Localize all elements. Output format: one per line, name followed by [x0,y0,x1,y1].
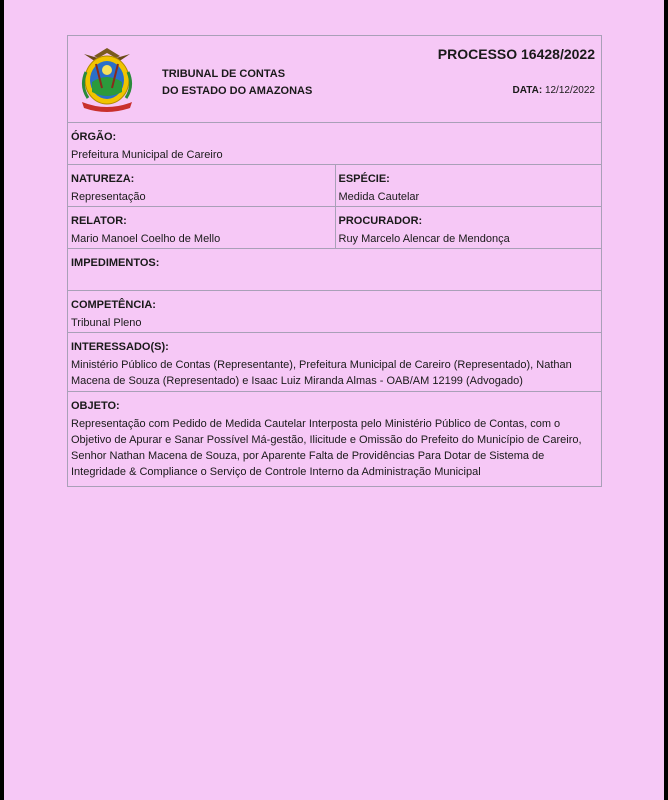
court-line-1: TRIBUNAL DE CONTAS [162,68,286,80]
impedimentos-label: IMPEDIMENTOS: [71,257,160,269]
natureza-value: Representação [71,191,146,203]
procurador-value: Ruy Marcelo Alencar de Mendonça [338,233,510,245]
natureza-label: NATUREZA: [71,173,135,185]
competencia-label: COMPETÊNCIA: [71,299,156,311]
especie-label: ESPÉCIE: [338,173,390,185]
procurador-label: PROCURADOR: [338,215,423,227]
date-value: 12/12/2022 [544,85,595,96]
document-page [4,0,664,800]
date-label: DATA: [512,85,543,96]
orgao-row [68,123,601,165]
court-name [162,66,312,100]
competencia-row [68,291,601,333]
orgao-label: ÓRGÃO: [71,131,117,143]
interessados-label: INTERESSADO(S): [71,341,169,353]
relator-value: Mario Manoel Coelho de Mello [71,233,221,245]
process-form [67,35,602,487]
interessados-row [68,333,601,392]
orgao-value: Prefeitura Municipal de Careiro [71,149,223,161]
relator-label: RELATOR: [71,215,127,227]
competencia-value: Tribunal Pleno [71,317,142,329]
objeto-row [68,392,601,486]
especie-value: Medida Cautelar [338,191,420,203]
coat-of-arms-logo [76,42,138,116]
court-line-2: DO ESTADO DO AMAZONAS [162,85,313,97]
form-header [68,36,601,123]
objeto-value: Representação com Pedido de Medida Cautelar Interposta pelo Ministério Público de Contas, com o Objetivo de Apurar e Sanar Possível Má-gestão, Ilicitude e Omissão do Prefeito do Município de Careiro, Senhor Nathan Macena de Souza, por Aparente Falta de Providências Para Dotar de Sistema de Integridade & Compliance o Serviço de Controle Interno da Administração Municipal [71,418,582,478]
impedimentos-row [68,249,601,291]
natureza-especie-row [68,165,601,207]
process-date [513,85,595,96]
process-number: PROCESSO 16428/2022 [437,46,595,62]
interessados-value: Ministério Público de Contas (Representante), Prefeitura Municipal de Careiro (Representado), Nathan Macena de Souza (Representado) e Isaac Luiz Miranda Almas - OAB/AM 12199 (Advogado) [71,359,572,387]
objeto-label: OBJETO: [71,400,120,412]
relator-procurador-row [68,207,601,249]
